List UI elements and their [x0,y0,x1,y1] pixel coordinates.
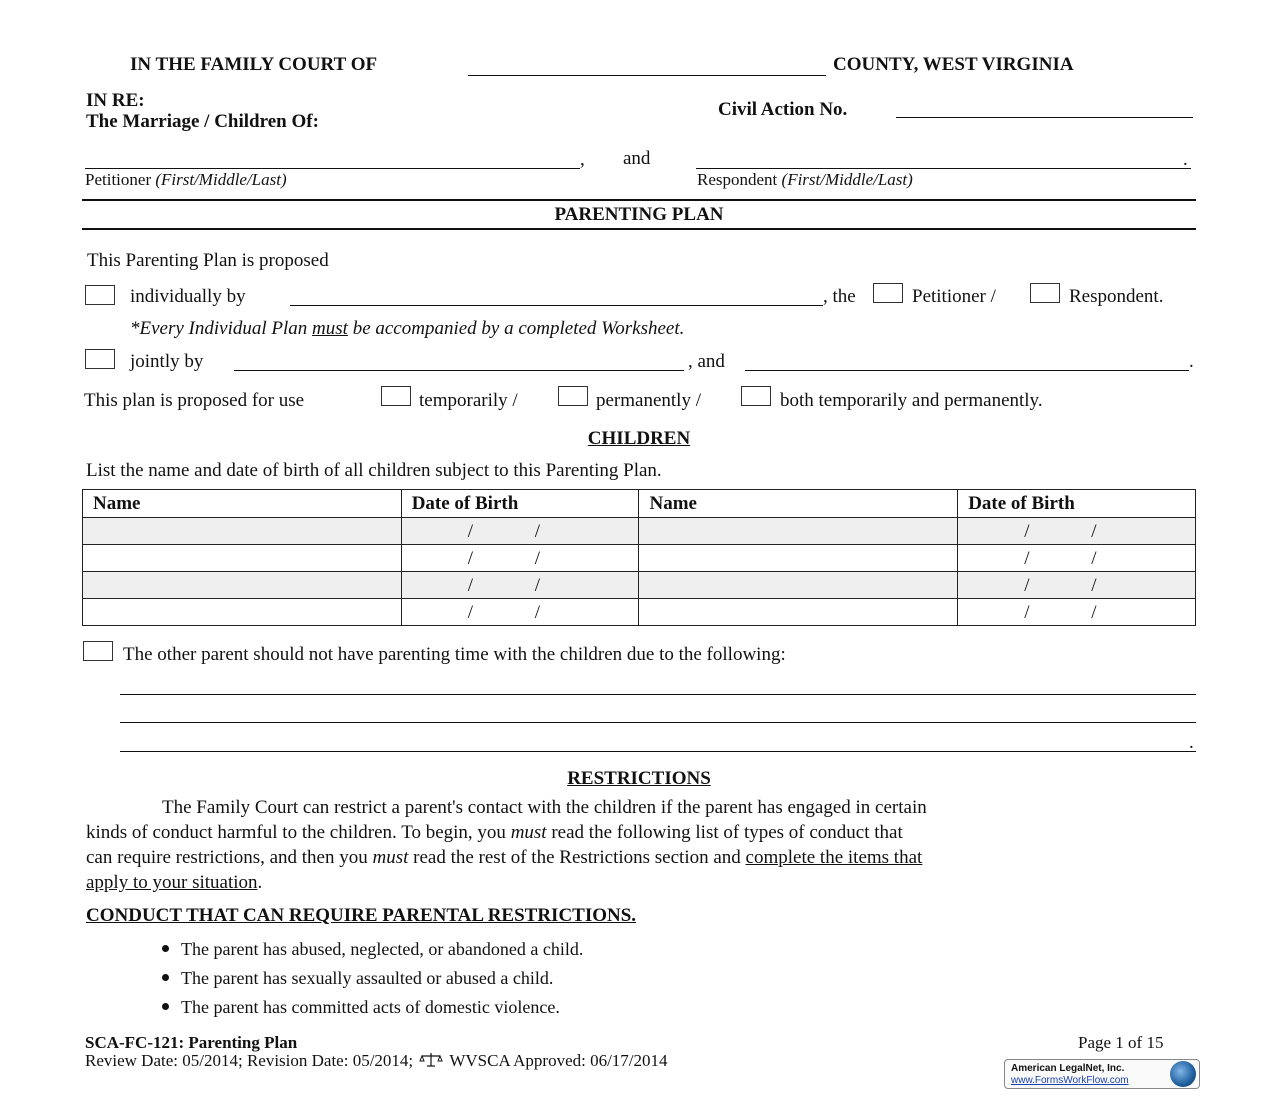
page-number: Page 1 of 15 [1078,1033,1164,1052]
restrictions-line-4 [86,872,262,894]
petitioner-label: Petitioner [85,170,152,189]
child-name-cell[interactable] [639,518,958,545]
list-item [162,968,553,989]
and-label: and [623,148,651,169]
child-dob-cell[interactable] [958,518,1196,545]
child-name-cell[interactable] [639,572,958,599]
both-label: both temporarily and permanently. [780,390,1043,411]
child-dob-cell[interactable] [401,572,639,599]
child-name-cell[interactable] [83,599,402,626]
reason-period: . [1189,732,1194,753]
individually-checkbox[interactable] [85,285,115,305]
use-intro: This plan is proposed for use [84,390,305,411]
children-heading: CHILDREN [587,428,691,449]
date-slash: / [1091,548,1097,569]
no-contact-checkbox[interactable] [83,641,113,661]
review-line [85,1051,668,1071]
no-contact-label: The other parent should not have parenting time with the children due to the following: [123,644,786,665]
restrictions-line-3-mid: read the rest of the Restrictions section and [408,847,746,868]
jointly-checkbox[interactable] [85,349,115,369]
county-field[interactable] [468,75,826,76]
respondent-name-field[interactable] [696,168,1191,169]
conduct-heading: CONDUCT THAT CAN REQUIRE PARENTAL RESTRICTIONS. [86,905,637,926]
child-dob-cell[interactable] [958,599,1196,626]
date-slash: / [1091,602,1097,623]
child-name-cell[interactable] [83,518,402,545]
child-dob-cell[interactable] [958,572,1196,599]
approved-date: WVSCA Approved: 06/17/2014 [449,1051,668,1070]
joint-and-label: , and [688,351,725,372]
civil-action-field[interactable] [896,117,1193,118]
child-dob-cell[interactable] [958,545,1196,572]
date-slash: / [534,602,540,623]
reason-line-1[interactable] [120,694,1196,695]
permanently-checkbox[interactable] [558,386,588,406]
scales-of-justice-icon [419,1052,443,1068]
restrictions-line-4-end: . [257,872,263,893]
date-slash: / [467,521,473,542]
title-rule-bottom [82,228,1196,230]
child-dob-cell[interactable] [401,518,639,545]
restrictions-line-3 [86,847,922,869]
american-legalnet-badge[interactable] [1004,1059,1200,1089]
date-slash: / [1024,548,1030,569]
bullet-text: The parent has committed acts of domestic violence. [181,997,560,1017]
permanently-label: permanently / [596,390,701,411]
date-slash: / [1024,575,1030,596]
date-slash: / [534,521,540,542]
restrictions-line-2-pre: kinds of conduct harmful to the children. To begin, you [86,822,511,843]
must-emphasis: must [372,847,409,868]
restrictions-line-3-underlined: complete the items that [745,847,923,868]
bullet-icon [162,974,169,981]
child-dob-cell[interactable] [401,545,639,572]
date-slash: / [534,548,540,569]
petitioner-format: (First/Middle/Last) [155,170,287,189]
worksheet-note-post: be accompanied by a completed Worksheet. [347,318,685,339]
both-checkbox[interactable] [741,386,771,406]
in-re-label: IN RE: [86,90,145,111]
respondent-caption [697,170,913,190]
children-instruction: List the name and date of birth of all children subject to this Parenting Plan. [86,460,662,481]
child-name-cell[interactable] [83,572,402,599]
worksheet-note-pre: *Every Individual Plan [130,318,313,339]
child-dob-cell[interactable] [401,599,639,626]
child-name-cell[interactable] [83,545,402,572]
joint-name-field-1[interactable] [234,370,684,371]
table-row [83,599,1196,626]
petitioner-name-field[interactable] [85,168,580,169]
restrictions-line-1: The Family Court can restrict a parent's contact with the children if the parent has engaged in certain [162,797,927,818]
bullet-text: The parent has sexually assaulted or abused a child. [181,968,554,988]
date-slash: / [467,575,473,596]
globe-icon [1170,1061,1196,1087]
restrictions-heading: RESTRICTIONS [567,768,711,789]
court-suffix: COUNTY, WEST VIRGINIA [833,54,1074,75]
marriage-of-label: The Marriage / Children Of: [86,111,319,132]
civil-action-label: Civil Action No. [718,99,848,120]
child-name-cell[interactable] [639,599,958,626]
date-slash: / [467,548,473,569]
worksheet-note-must: must [312,318,348,339]
individual-name-field[interactable] [290,305,823,306]
date-slash: / [1091,521,1097,542]
joint-name-field-2[interactable] [745,370,1189,371]
bullet-text: The parent has abused, neglected, or abandoned a child. [181,939,584,959]
petitioner-option: Petitioner / [912,286,996,307]
page-title: PARENTING PLAN [554,204,724,225]
joint-period: . [1189,351,1194,372]
column-header-name-2: Name [639,490,958,518]
proposal-intro: This Parenting Plan is proposed [87,250,329,271]
restrictions-line-3-pre: can require restrictions, and then you [86,847,373,868]
form-id: SCA-FC-121: Parenting Plan [85,1033,298,1052]
date-slash: / [467,602,473,623]
respondent-option: Respondent. [1069,286,1164,307]
table-row [83,572,1196,599]
petitioner-checkbox[interactable] [873,283,903,303]
date-slash: / [1024,602,1030,623]
list-item [162,997,560,1018]
column-header-dob-1: Date of Birth [401,490,639,518]
table-row [83,518,1196,545]
restrictions-line-2-post: read the following list of types of conduct that [546,822,903,843]
worksheet-note [130,318,684,340]
restrictions-line-4-underlined: apply to your situation [86,872,258,893]
children-table [82,489,1196,626]
respondent-checkbox[interactable] [1030,283,1060,303]
date-slash: / [534,575,540,596]
review-dates: Review Date: 05/2014; Revision Date: 05/2014; [85,1051,414,1070]
title-rule-top [82,199,1196,201]
respondent-label: Respondent [697,170,778,189]
period: . [1183,149,1188,170]
table-header-row [83,490,1196,518]
court-prefix: IN THE FAMILY COURT OF [130,54,378,75]
table-row [83,545,1196,572]
individually-label: individually by [130,286,246,307]
reason-line-3[interactable] [120,751,1196,752]
badge-link[interactable]: www.FormsWorkFlow.com [1011,1075,1129,1086]
must-emphasis: must [510,822,547,843]
bullet-icon [162,945,169,952]
list-item [162,939,583,960]
petitioner-caption [85,170,287,190]
column-header-name-1: Name [83,490,402,518]
comma: , [580,149,585,170]
temporarily-checkbox[interactable] [381,386,411,406]
bullet-icon [162,1003,169,1010]
column-header-dob-2: Date of Birth [958,490,1196,518]
date-slash: / [1024,521,1030,542]
date-slash: / [1091,575,1097,596]
temporarily-label: temporarily / [419,390,518,411]
the-label: , the [823,286,856,307]
respondent-format: (First/Middle/Last) [781,170,913,189]
reason-line-2[interactable] [120,722,1196,723]
badge-company: American LegalNet, Inc. [1011,1063,1125,1074]
child-name-cell[interactable] [639,545,958,572]
restrictions-line-2 [86,822,903,844]
jointly-label: jointly by [130,351,204,372]
